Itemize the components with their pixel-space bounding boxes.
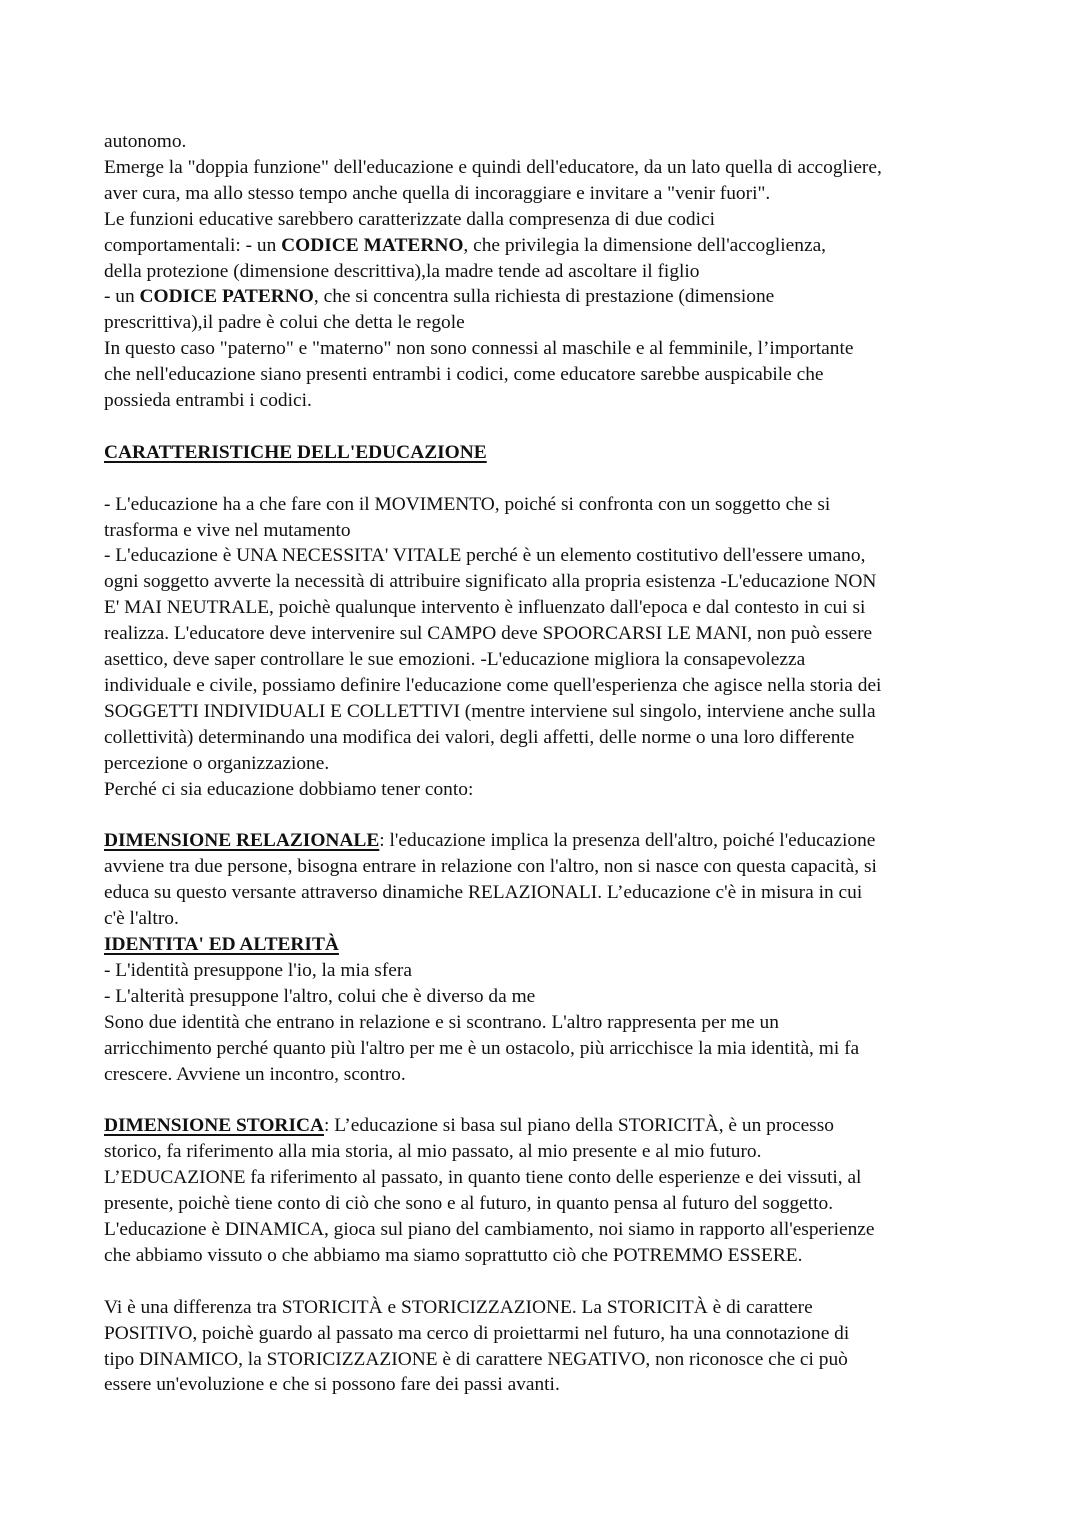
text-line [104,284,1004,310]
spacer [104,1269,1004,1295]
paragraph-identita-alterita [104,932,1004,1087]
text-line: L’EDUCAZIONE fa riferimento al passato, in quanto tiene conto delle esperienze e dei vissuti, al [104,1167,862,1189]
dimensione-storica-heading: DIMENSIONE STORICA [104,1115,324,1137]
text-line: POSITIVO, poichè guardo al passato ma cerco di proiettarmi nel futuro, ha una connotazione di [104,1322,850,1344]
text-line: aver cura, ma allo stesso tempo anche quella di incoraggiare e invitare a "venir fuori". [104,182,771,204]
text-line: - L'educazione è UNA NECESSITA' VITALE perché è un elemento costitutivo dell'essere umano, [104,545,866,567]
text-line [104,1113,1004,1139]
paragraph-dimensione-storica [104,1113,1004,1268]
text-line: possieda entrambi i codici. [104,390,312,412]
text-line: crescere. Avviene un incontro, scontro. [104,1063,406,1085]
spacer [104,414,1004,440]
text-line: SOGGETTI INDIVIDUALI E COLLETTIVI (mentre interviene sul singolo, interviene anche sulla [104,700,876,722]
text-line: asettico, deve saper controllare le sue emozioni. -L'educazione migliora la consapevolezza [104,649,806,671]
paragraph-codici [104,129,1004,414]
codice-paterno-term: CODICE PATERNO [139,286,314,308]
text-line: L'educazione è DINAMICA, gioca sul piano del cambiamento, noi siamo in rapporto all'esperienze [104,1219,875,1240]
paragraph-caratteristiche [104,492,1004,803]
spacer [104,803,1004,829]
text-line: individuale e civile, possiamo definire l'educazione come quell'esperienza che agisce nella storia dei [104,675,882,696]
text-line: - L'educazione ha a che fare con il MOVIMENTO, poiché si confronta con un soggetto che si [104,493,831,515]
text-line: tipo DINAMICO, la STORICIZZAZIONE è di carattere NEGATIVO, non riconosce che ci può [104,1348,848,1370]
paragraph-storicita [104,1295,1004,1399]
text-line: autonomo. [104,131,187,152]
text-line: In questo caso "paterno" e "materno" non sono connessi al maschile e al femminile, l’importante [104,338,854,360]
spacer [104,1087,1004,1113]
text-line: essere un'evoluzione e che si possono fare dei passi avanti. [104,1374,560,1396]
text-line: Vi è una differenza tra STORICITÀ e STORICIZZAZIONE. La STORICITÀ è di carattere [104,1296,813,1318]
text-line: presente, poichè tiene conto di ciò che sono e al futuro, in quanto pensa al futuro del soggetto. [104,1193,834,1215]
text-run: comportamentali: - un [104,234,282,256]
dimensione-relazionale-heading: DIMENSIONE RELAZIONALE [104,830,380,852]
identita-alterita-heading: IDENTITA' ED ALTERITÀ [104,934,339,956]
text-run: , che privilegia la dimensione dell'accoglienza, [463,234,827,256]
paragraph-dimensione-relazionale [104,828,1004,932]
text-line [104,233,1004,259]
section-heading-caratteristiche: CARATTERISTICHE DELL'EDUCAZIONE [104,441,487,463]
text-line: - L'identità presuppone l'io, la mia sfera [104,959,412,981]
text-line: che abbiamo vissuto o che abbiamo ma siamo soprattutto ciò che POTREMMO ESSERE. [104,1244,803,1266]
text-line: educa su questo versante attraverso dinamiche RELAZIONALI. L’educazione c'è in misura in cui [104,882,863,904]
document-page [104,129,1004,1398]
text-run: , che si concentra sulla richiesta di prestazione (dimensione [313,286,775,308]
text-line: collettività) determinando una modifica dei valori, degli affetti, delle norme o una loro differente [104,726,855,748]
text-line: - L'alterità presuppone l'altro, colui che è diverso da me [104,985,536,1007]
text-line: che nell'educazione siano presenti entrambi i codici, come educatore sarebbe auspicabile che [104,364,824,386]
text-line: realizza. L'educatore deve intervenire sul CAMPO deve SPOORCARSI LE MANI, non può essere [104,623,873,645]
text-line: storico, fa riferimento alla mia storia, al mio passato, al mio presente e al mio futuro. [104,1141,762,1163]
text-run: - un [104,286,140,308]
text-line [104,828,1004,854]
text-line: arricchimento perché quanto più l'altro per me è un ostacolo, più arricchisce la mia identità, mi fa [104,1037,860,1059]
spacer [104,466,1004,492]
text-line: Sono due identità che entrano in relazione e si scontrano. L'altro rappresenta per me un [104,1011,779,1033]
text-line: ogni soggetto avverte la necessità di attribuire significato alla propria esistenza -L'educazione NON [104,571,877,593]
text-run: : l'educazione implica la presenza dell'altro, poiché l'educazione [379,830,876,852]
text-line: E' MAI NEUTRALE, poichè qualunque intervento è influenzato dall'epoca e dal contesto in cui si [104,597,866,619]
text-line: c'è l'altro. [104,908,179,930]
text-line: della protezione (dimensione descrittiva),la madre tende ad ascoltare il figlio [104,260,700,282]
text-line: trasforma e vive nel mutamento [104,519,351,541]
text-run: : L’educazione si basa sul piano della STORICITÀ, è un processo [324,1115,834,1137]
text-line: prescrittiva),il padre è colui che detta le regole [104,312,465,334]
text-line: Emerge la "doppia funzione" dell'educazione e quindi dell'educatore, da un lato quella di accogliere, [104,156,882,178]
text-line: Perché ci sia educazione dobbiamo tener conto: [104,778,474,800]
text-line: Le funzioni educative sarebbero caratterizzate dalla compresenza di due codici [104,208,716,230]
text-line: avviene tra due persone, bisogna entrare in relazione con l'altro, non si nasce con questa capacità, si [104,856,877,878]
text-line: percezione o organizzazione. [104,752,330,774]
codice-materno-term: CODICE MATERNO [281,234,464,256]
